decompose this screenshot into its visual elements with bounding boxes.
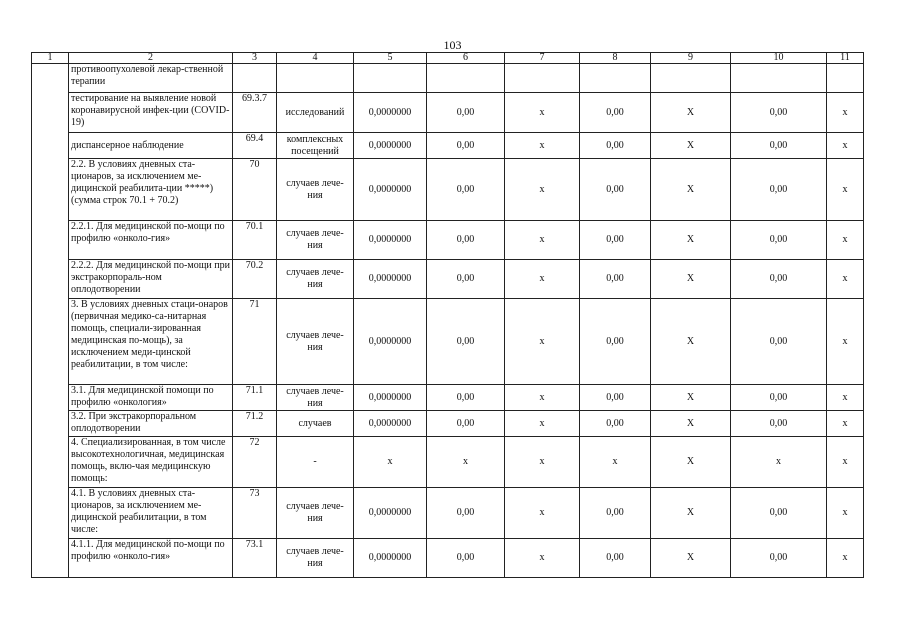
value-cell: 0,0000000	[354, 385, 427, 411]
row-label: 3. В условиях дневных стаци-онаров (первичная медико-са-нитарная помощь, специали-зированная медицинская по-мощь), за исключением меди-цинской реабилитации, в том числе:	[69, 299, 233, 385]
value-cell: 0,00	[731, 299, 827, 385]
value-cell: х	[580, 437, 651, 488]
value-cell: 0,00	[427, 411, 505, 437]
value-cell	[580, 64, 651, 93]
page-number: 103	[443, 38, 462, 52]
value-cell: 0,00	[580, 133, 651, 159]
value-cell: х	[827, 299, 864, 385]
value-cell: 0,0000000	[354, 299, 427, 385]
value-cell: X	[651, 221, 731, 260]
value-cell: х	[827, 159, 864, 221]
row-label: 2.2.1. Для медицинской по-мощи по профилю «онколо-гия»	[69, 221, 233, 260]
value-cell: 0,00	[580, 260, 651, 299]
value-cell: х	[505, 93, 580, 133]
value-cell: X	[651, 385, 731, 411]
value-cell: X	[651, 260, 731, 299]
value-cell: 0,00	[427, 133, 505, 159]
value-cell: X	[651, 133, 731, 159]
value-cell: 0,00	[580, 411, 651, 437]
row-label: 3.2. При экстракорпоральном оплодотворении	[69, 411, 233, 437]
table-row	[32, 133, 864, 159]
unit-cell: случаев лече-ния	[277, 299, 354, 385]
value-cell: 0,00	[427, 299, 505, 385]
column-header: 11	[827, 53, 864, 64]
unit-cell: случаев лече-ния	[277, 488, 354, 539]
value-cell: 0,00	[731, 411, 827, 437]
value-cell: X	[651, 539, 731, 578]
row-label: 4. Специализированная, в том числе высокотехнологичная, медицинская помощь, вклю-чая медицинскую помощь:	[69, 437, 233, 488]
value-cell: 0,00	[580, 385, 651, 411]
unit-cell: случаев лече-ния	[277, 385, 354, 411]
value-cell: X	[651, 437, 731, 488]
column-header: 5	[354, 53, 427, 64]
unit-cell: исследований	[277, 93, 354, 133]
row-code: 69.4	[233, 133, 277, 159]
value-cell: х	[505, 539, 580, 578]
unit-cell: случаев лече-ния	[277, 539, 354, 578]
row-label: 3.1. Для медицинской помощи по профилю «онкология»	[69, 385, 233, 411]
row-label: 2.2. В условиях дневных ста-ционаров, за исключением ме-дицинской реабилита-ции *****) (сумма строк 70.1 + 70.2)	[69, 159, 233, 221]
value-cell: 0,00	[580, 159, 651, 221]
value-cell: 0,0000000	[354, 488, 427, 539]
value-cell: х	[827, 385, 864, 411]
value-cell: 0,00	[731, 159, 827, 221]
row-code: 69.3.7	[233, 93, 277, 133]
value-cell: 0,0000000	[354, 133, 427, 159]
unit-cell	[277, 64, 354, 93]
value-cell: 0,00	[427, 221, 505, 260]
value-cell: х	[827, 411, 864, 437]
value-cell: х	[827, 260, 864, 299]
value-cell: х	[827, 221, 864, 260]
row-code	[233, 64, 277, 93]
value-cell: х	[505, 488, 580, 539]
column-header: 7	[505, 53, 580, 64]
value-cell: 0,00	[580, 93, 651, 133]
unit-cell: случаев лече-ния	[277, 260, 354, 299]
value-cell: х	[505, 299, 580, 385]
row-code: 72	[233, 437, 277, 488]
value-cell: 0,00	[731, 539, 827, 578]
value-cell: 0,0000000	[354, 411, 427, 437]
table-row	[32, 64, 864, 93]
row-code: 71	[233, 299, 277, 385]
value-cell: х	[505, 260, 580, 299]
row-code: 70.1	[233, 221, 277, 260]
value-cell: 0,00	[731, 488, 827, 539]
value-cell	[354, 64, 427, 93]
table-row	[32, 221, 864, 260]
value-cell: X	[651, 411, 731, 437]
value-cell: 0,00	[580, 488, 651, 539]
value-cell: х	[827, 133, 864, 159]
value-cell: х	[505, 221, 580, 260]
value-cell: 0,00	[427, 385, 505, 411]
table-row	[32, 437, 864, 488]
value-cell	[827, 64, 864, 93]
value-cell: 0,00	[731, 133, 827, 159]
row-code: 70	[233, 159, 277, 221]
column-header: 10	[731, 53, 827, 64]
row-code: 73	[233, 488, 277, 539]
value-cell: 0,00	[427, 488, 505, 539]
column-header: 8	[580, 53, 651, 64]
row-code: 71.2	[233, 411, 277, 437]
value-cell: 0,00	[580, 299, 651, 385]
value-cell: 0,00	[731, 221, 827, 260]
value-cell: 0,00	[427, 93, 505, 133]
value-cell: х	[827, 539, 864, 578]
table-row	[32, 299, 864, 385]
unit-cell: случаев лече-ния	[277, 221, 354, 260]
value-cell: х	[827, 437, 864, 488]
value-cell: х	[505, 159, 580, 221]
value-cell: х	[505, 437, 580, 488]
value-cell: х	[505, 133, 580, 159]
unit-cell: случаев лече-ния	[277, 159, 354, 221]
table-row	[32, 93, 864, 133]
column-header: 3	[233, 53, 277, 64]
table-row	[32, 159, 864, 221]
table-row	[32, 411, 864, 437]
value-cell: 0,00	[731, 93, 827, 133]
value-cell: х	[354, 437, 427, 488]
row-label: тестирование на выявление новой коронавирусной инфек-ции (COVID-19)	[69, 93, 233, 133]
value-cell: 0,00	[427, 260, 505, 299]
value-cell: 0,0000000	[354, 93, 427, 133]
value-cell	[651, 64, 731, 93]
row-label: противоопухолевой лекар-ственной терапии	[69, 64, 233, 93]
value-cell: 0,0000000	[354, 539, 427, 578]
value-cell: х	[427, 437, 505, 488]
table-row	[32, 260, 864, 299]
value-cell: 0,00	[580, 221, 651, 260]
row-label: 4.1. В условиях дневных ста-ционаров, за исключением ме-дицинской реабилитации, в том числе:	[69, 488, 233, 539]
value-cell: X	[651, 93, 731, 133]
unit-cell: случаев	[277, 411, 354, 437]
value-cell: X	[651, 159, 731, 221]
column-1-cell	[32, 64, 69, 578]
value-cell: 0,0000000	[354, 260, 427, 299]
row-label: 4.1.1. Для медицинской по-мощи по профилю «онколо-гия»	[69, 539, 233, 578]
value-cell: 0,00	[731, 260, 827, 299]
table-row	[32, 539, 864, 578]
value-cell: 0,00	[731, 385, 827, 411]
value-cell: 0,00	[580, 539, 651, 578]
value-cell: х	[827, 93, 864, 133]
value-cell: х	[731, 437, 827, 488]
row-label: диспансерное наблюдение	[69, 133, 233, 159]
row-code: 70.2	[233, 260, 277, 299]
value-cell: X	[651, 299, 731, 385]
column-header: 1	[32, 53, 69, 64]
value-cell	[731, 64, 827, 93]
row-code: 71.1	[233, 385, 277, 411]
column-number-row	[32, 53, 864, 64]
row-code: 73.1	[233, 539, 277, 578]
table-row	[32, 385, 864, 411]
value-cell	[427, 64, 505, 93]
column-header: 2	[69, 53, 233, 64]
unit-cell: -	[277, 437, 354, 488]
value-cell: X	[651, 488, 731, 539]
value-cell: 0,0000000	[354, 159, 427, 221]
row-label: 2.2.2. Для медицинской по-мощи при экстракорпораль-ном оплодотворении	[69, 260, 233, 299]
unit-cell: комплексных посещений	[277, 133, 354, 159]
table-row	[32, 488, 864, 539]
value-cell: х	[505, 385, 580, 411]
value-cell: 0,0000000	[354, 221, 427, 260]
value-cell: х	[505, 411, 580, 437]
data-table	[31, 52, 864, 578]
value-cell	[505, 64, 580, 93]
value-cell: х	[827, 488, 864, 539]
column-header: 9	[651, 53, 731, 64]
value-cell: 0,00	[427, 539, 505, 578]
column-header: 4	[277, 53, 354, 64]
column-header: 6	[427, 53, 505, 64]
value-cell: 0,00	[427, 159, 505, 221]
